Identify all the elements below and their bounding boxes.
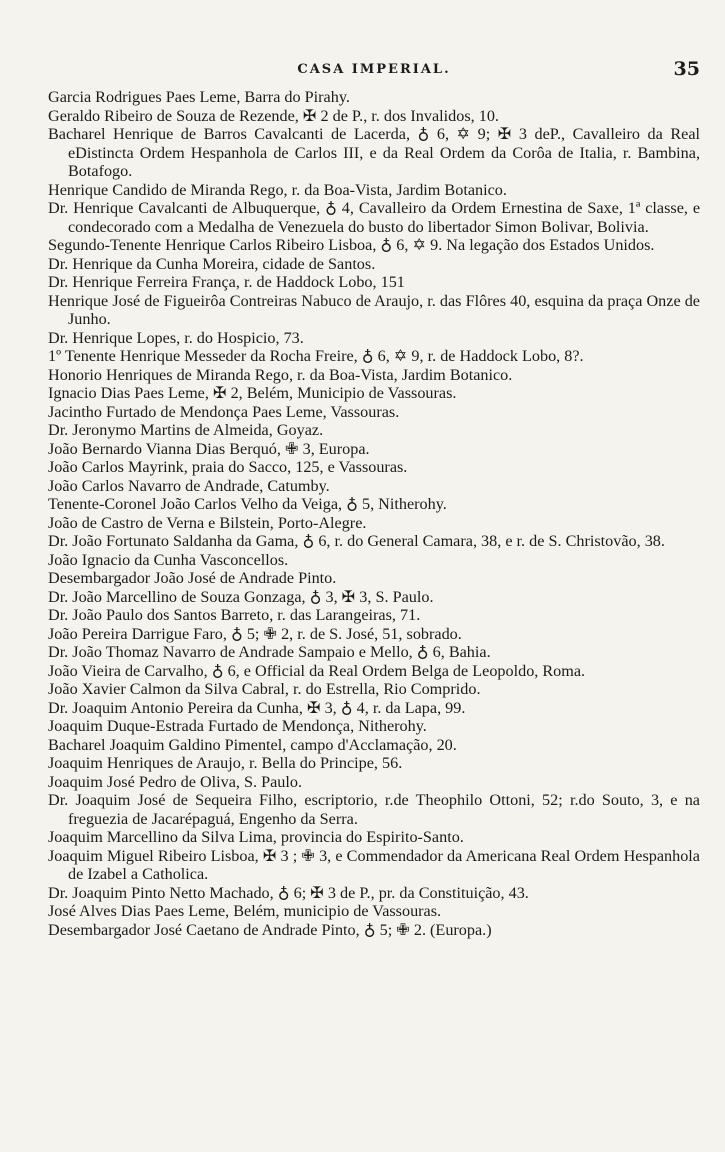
directory-entry: Jacintho Furtado de Mendonça Paes Leme, Vassouras.: [48, 402, 400, 421]
directory-entry: Ignacio Dias Paes Leme, ✠ 2, Belém, Municipio de Vassouras.: [48, 384, 457, 402]
directory-entry: João Ignacio da Cunha Vasconcellos.: [48, 550, 289, 569]
directory-entry: João Bernardo Vianna Dias Berquó, ✙ 3, Europa.: [48, 439, 370, 458]
directory-entry: Dr. Henrique Cavalcanti de Albuquerque, ♁ 4, Cavalleiro da Ordem Ernestina de Saxe, 1ª classe, e condecorado com a Medalha de Venezuela do busto do libertador Simon Bolivar, Bolivia.: [48, 199, 700, 236]
page-number: 35: [673, 58, 700, 80]
directory-entry: Garcia Rodrigues Paes Leme, Barra do Pirahy.: [48, 88, 350, 106]
directory-page: [48, 58, 700, 939]
directory-entry: Dr. João Fortunato Saldanha da Gama, ♁ 6, r. do General Camara, 38, e r. de S. Christovão, 38.: [48, 532, 665, 550]
directory-entry: João Carlos Navarro de Andrade, Catumby.: [48, 476, 330, 495]
directory-entry: João Carlos Mayrink, praia do Sacco, 125, e Vassouras.: [48, 458, 408, 476]
directory-entry: Desembargador José Caetano de Andrade Pinto, ♁ 5; ✙ 2. (Europa.): [48, 920, 492, 939]
directory-entry: João de Castro de Verna e Bilstein, Porto-Alegre.: [48, 513, 367, 532]
directory-entry: Henrique José de Figueirôa Contreiras Nabuco de Araujo, r. das Flôres 40, esquina da praça Onze de Junho.: [48, 291, 700, 328]
directory-entry: Segundo-Tenente Henrique Carlos Ribeiro Lisboa, ♁ 6, ✡ 9. Na legação dos Estados Unidos.: [48, 236, 655, 254]
directory-entry: José Alves Dias Paes Leme, Belém, municipio de Vassouras.: [48, 902, 442, 920]
directory-entry: Joaquim Marcellino da Silva Lima, provincia do Espirito-Santo.: [48, 828, 464, 846]
directory-entry: Joaquim Henriques de Araujo, r. Bella do Principe, 56.: [48, 754, 403, 772]
directory-entry: João Vieira de Carvalho, ♁ 6, e Official da Real Ordem Belga de Leopoldo, Roma.: [48, 661, 586, 680]
directory-entry: Bacharel Joaquim Galdino Pimentel, campo d'Acclamação, 20.: [48, 735, 457, 754]
directory-entry: Dr. Jeronymo Martins de Almeida, Goyaz.: [48, 421, 324, 439]
directory-entry: Joaquim José Pedro de Oliva, S. Paulo.: [48, 772, 303, 791]
running-head: CASA IMPERIAL.: [297, 62, 451, 77]
directory-entry: 1º Tenente Henrique Messeder da Rocha Freire, ♁ 6, ✡ 9, r. de Haddock Lobo, 8?.: [48, 347, 584, 365]
directory-entry: Dr. João Paulo dos Santos Barreto, r. das Larangeiras, 71.: [48, 606, 421, 624]
directory-entry: Dr. Henrique da Cunha Moreira, cidade de Santos.: [48, 254, 376, 273]
directory-entry: Joaquim Miguel Ribeiro Lisboa, ✠ 3 ; ✙ 3, e Commendador da Americana Real Ordem Hespanhola de Izabel a Catholica.: [48, 846, 700, 883]
directory-entry: Dr. Joaquim José de Sequeira Filho, escriptorio, r.de Theophilo Ottoni, 52; r.do Souto, 3, e na freguezia de Jacarépaguá, Engenho da Serra.: [48, 791, 700, 828]
directory-entry: Dr. João Thomaz Navarro de Andrade Sampaio e Mello, ♁ 6, Bahia.: [48, 643, 491, 661]
directory-entry: Dr. Henrique Ferreira França, r. de Haddock Lobo, 151: [48, 273, 405, 291]
directory-entry: Dr. Joaquim Pinto Netto Machado, ♁ 6; ✠ 3 de P., pr. da Constituição, 43.: [48, 883, 529, 902]
directory-entry: Dr. Henrique Lopes, r. do Hospicio, 73.: [48, 328, 304, 347]
directory-entry: João Xavier Calmon da Silva Cabral, r. do Estrella, Rio Comprido.: [48, 680, 481, 698]
entry-list: [48, 88, 700, 939]
directory-entry: Desembargador João José de Andrade Pinto.: [48, 569, 337, 587]
directory-entry: Henrique Candido de Miranda Rego, r. da Boa-Vista, Jardim Botanico.: [48, 180, 507, 199]
directory-entry: Honorio Henriques de Miranda Rego, r. da Boa-Vista, Jardim Botanico.: [48, 365, 513, 384]
directory-entry: Tenente-Coronel João Carlos Velho da Veiga, ♁ 5, Nitherohy.: [48, 495, 447, 513]
page-header: [48, 58, 700, 82]
directory-entry: Bacharel Henrique de Barros Cavalcanti de Lacerda, ♁ 6, ✡ 9; ✠ 3 deP., Cavalleiro da Real eDistincta Ordem Hespanhola de Carlos III, e da Real Ordem da Corôa de Italia, r. Bambina, Botafogo.: [48, 125, 700, 180]
directory-entry: Geraldo Ribeiro de Souza de Rezende, ✠ 2 de P., r. dos Invalidos, 10.: [48, 106, 499, 125]
directory-entry: Dr. Joaquim Antonio Pereira da Cunha, ✠ 3, ♁ 4, r. da Lapa, 99.: [48, 698, 466, 717]
directory-entry: Dr. João Marcellino de Souza Gonzaga, ♁ 3, ✠ 3, S. Paulo.: [48, 587, 434, 606]
directory-entry: Joaquim Duque-Estrada Furtado de Mendonça, Nitherohy.: [48, 717, 427, 735]
directory-entry: João Pereira Darrigue Faro, ♁ 5; ✙ 2, r. de S. José, 51, sobrado.: [48, 624, 462, 643]
